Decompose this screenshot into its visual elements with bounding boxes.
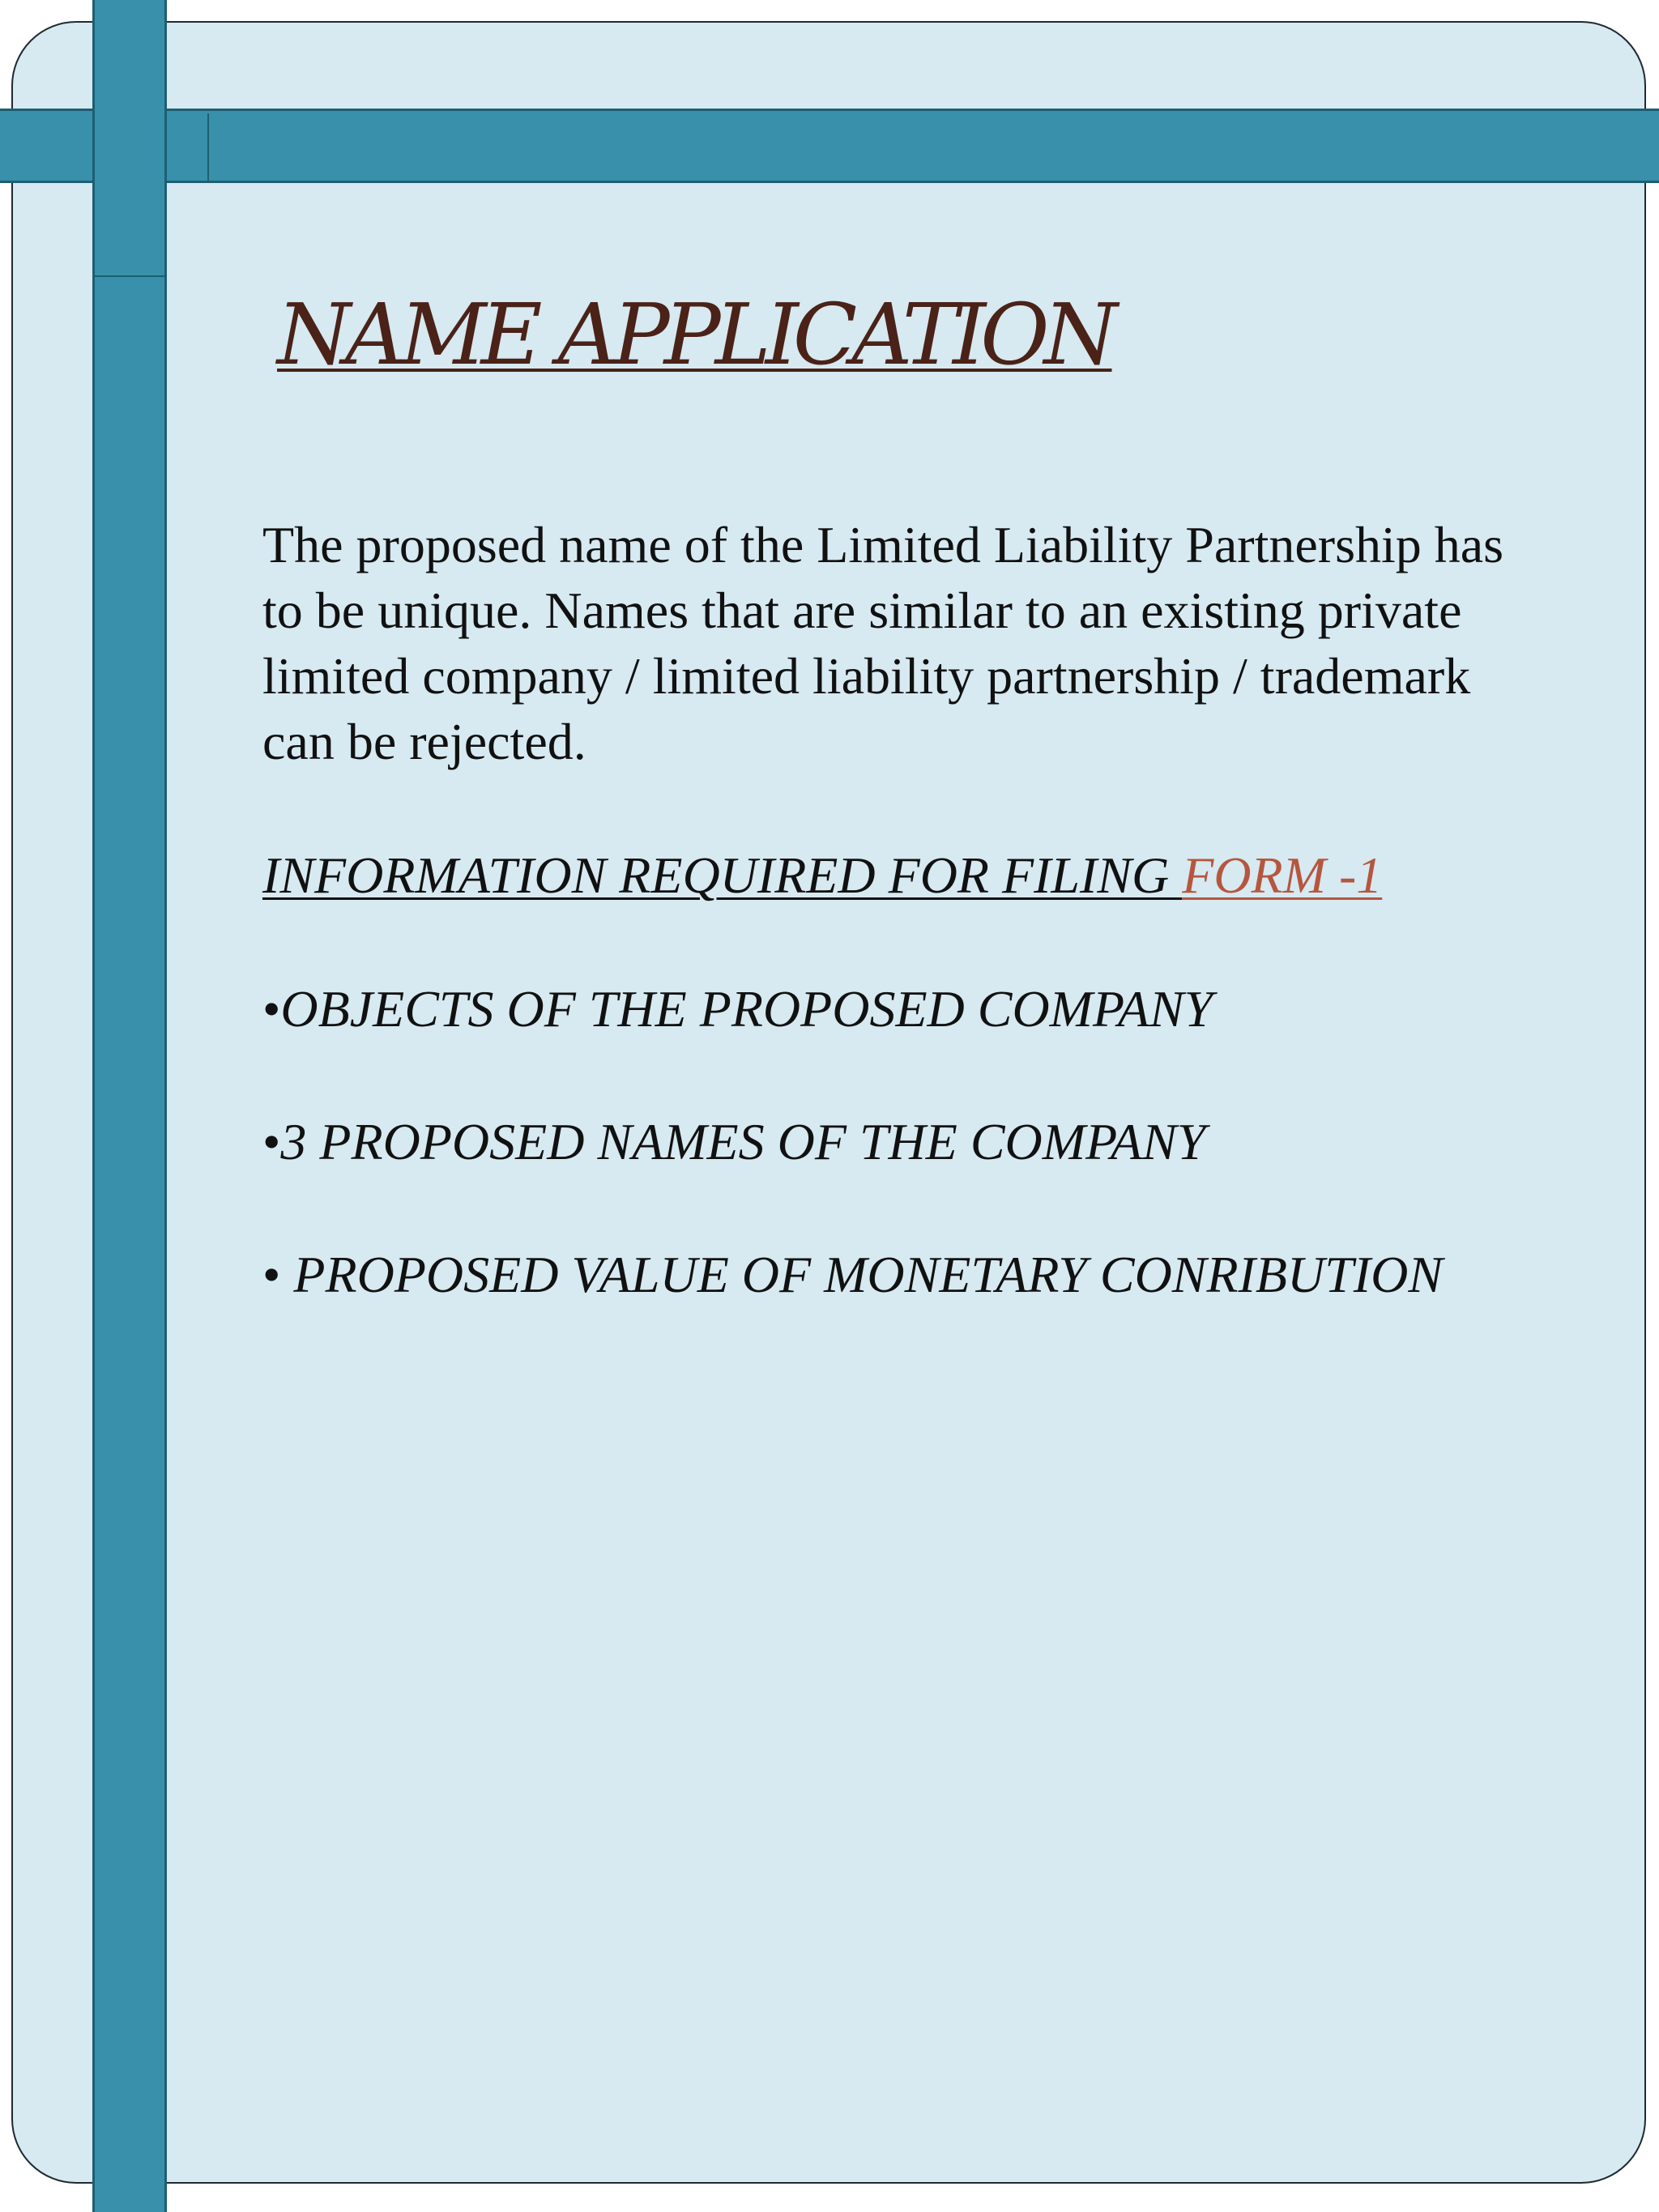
bullet-item <box>262 976 1213 1042</box>
horizontal-accent-bar <box>0 109 1659 183</box>
bullet-text: 3 PROPOSED NAMES OF THE COMPANY <box>280 1113 1206 1170</box>
bullet-text: PROPOSED VALUE OF MONETARY CONRIBUTION <box>293 1246 1443 1303</box>
bar-divider <box>95 275 164 277</box>
vertical-accent-bar <box>92 0 167 2212</box>
info-heading <box>262 842 1382 908</box>
slide-title: NAME APPLICATION <box>277 285 1112 384</box>
bullet-marker: • <box>262 1113 281 1170</box>
intro-paragraph: The proposed name of the Limited Liability Partnership has to be unique. Names that are similar to an existing private limited company / limited liability partnership / trademark can be rejected. <box>262 516 1504 770</box>
form-1-link[interactable]: FORM -1 <box>1182 846 1383 904</box>
bullet-marker: • <box>262 980 281 1038</box>
bullet-marker: • <box>262 1246 294 1303</box>
bullet-text: OBJECTS OF THE PROPOSED COMPANY <box>280 980 1213 1038</box>
bullet-item <box>262 1242 1443 1307</box>
bar-divider <box>207 113 209 183</box>
info-label: INFORMATION REQUIRED FOR FILING <box>262 846 1183 904</box>
bullet-item <box>262 1109 1205 1174</box>
